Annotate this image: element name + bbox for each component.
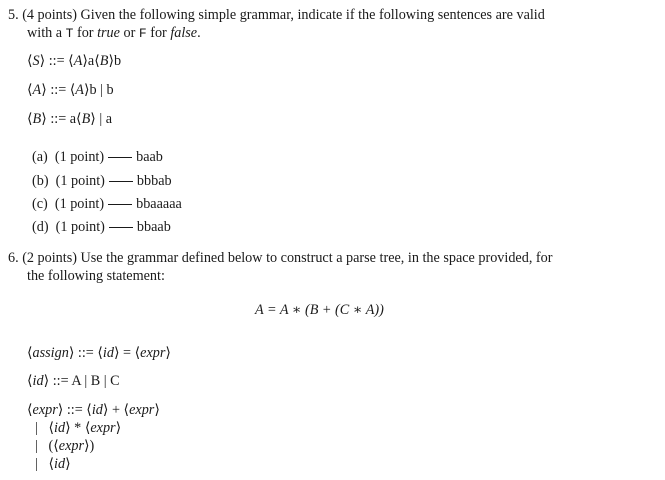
nonterminal: expr [90,420,116,436]
sub-item-b [32,173,172,190]
question-points: (2 points) [22,250,77,266]
alt-bar: | [35,456,38,472]
item-points: (1 point) [54,196,105,212]
grammar-rule-b: ⟨B⟩ ::= a⟨B⟩ | a [27,111,113,127]
grammar-alt-3: | (⟨expr⟩) [35,438,95,454]
nonterminal: expr [129,402,155,418]
item-sentence: bbaaaaa [136,196,182,212]
nonterminal: expr [32,402,58,418]
prompt-text: for [73,25,98,41]
rhs: ⟩a⟨ [82,53,100,69]
question-6-line-2: the following statement: [27,268,165,284]
rhs: ⟨ [68,53,74,69]
false-letter: F [138,26,147,41]
sub-item-a [32,149,163,166]
rhs: ⟩b [108,53,122,69]
item-sentence: bbbab [136,173,172,189]
nonterminal: id [32,373,44,389]
nonterminal: expr [140,345,166,361]
equals-sign: = [119,345,135,361]
rhs: a⟨ [69,111,82,127]
item-sentence: baab [136,149,163,165]
alt-bar: | [35,438,38,454]
definition-operator: ::= [63,402,87,418]
grammar-rule-a: ⟨A⟩ ::= ⟨A⟩b | b [27,82,114,98]
answer-blank[interactable] [109,181,133,182]
prompt-text: for [146,25,171,41]
answer-blank[interactable] [108,157,132,158]
paren: ( [48,438,54,454]
grammar-rule-s: ⟨S⟩ ::= ⟨A⟩a⟨B⟩b [27,53,122,69]
nonterminal: assign [32,345,69,361]
statement-equation: A = A ∗ (B + (C ∗ A)) [255,302,384,318]
question-number: 6. [8,250,19,266]
question-prompt: Use the grammar defined below to construct a parse tree, in the space provided, for [80,250,553,266]
nonterminal: B [99,53,109,69]
nonterminal: id [54,456,66,472]
nonterminal: B [81,111,91,127]
nonterminal: id [91,402,103,418]
answer-blank[interactable] [109,227,133,228]
item-sentence: bbaab [136,219,171,235]
operator: + [108,402,124,418]
sub-item-d [32,219,171,236]
nonterminal: A [75,82,84,98]
item-label: (c) [32,196,48,212]
false-word: false [170,25,198,41]
prompt-text: or [119,25,139,41]
nonterminal: B [32,111,42,127]
question-6-line-1 [8,250,552,267]
nonterminal: A [73,53,83,69]
true-word: true [97,25,120,41]
paren: ) [89,438,95,454]
rhs: A | B | C [71,373,120,389]
alt-bar: | [35,420,38,436]
nonterminal: A [32,82,42,98]
item-label: (b) [32,173,49,189]
definition-operator: ::= [74,345,98,361]
item-points: (1 point) [55,173,105,189]
grammar-alt-2: | ⟨id⟩ * ⟨expr⟩ [35,420,122,436]
prompt-text: with a [27,25,66,41]
grammar-alt-4: | ⟨id⟩ [35,456,71,472]
question-5-line-1 [8,7,545,24]
definition-operator: ::= [45,53,69,69]
nonterminal: expr [58,438,84,454]
grammar-rule-id: ⟨id⟩ ::= A | B | C [27,373,120,389]
definition-operator: ::= [49,373,72,389]
rhs: ⟩ | a [90,111,113,127]
rhs: ⟩b | b [83,82,114,98]
grammar-rule-expr: ⟨expr⟩ ::= ⟨id⟩ + ⟨expr⟩ [27,402,160,418]
true-letter: T [65,26,74,41]
rhs: ⟨ [69,82,76,98]
prompt-text: . [197,25,201,41]
nonterminal: id [54,420,66,436]
item-label: (a) [32,149,48,165]
definition-operator: ::= [46,82,70,98]
definition-operator: ::= [46,111,70,127]
item-points: (1 point) [54,149,105,165]
nonterminal: id [102,345,114,361]
answer-blank[interactable] [108,204,132,205]
item-label: (d) [32,219,49,235]
question-number: 5. [8,7,19,23]
operator: * [70,420,85,436]
question-points: (4 points) [22,7,77,23]
grammar-rule-assign: ⟨assign⟩ ::= ⟨id⟩ = ⟨expr⟩ [27,345,171,361]
question-5-line-2 [27,25,201,42]
nonterminal: S [32,53,40,69]
item-points: (1 point) [55,219,105,235]
question-prompt: Given the following simple grammar, indicate if the following sentences are valid [80,7,545,23]
sub-item-c [32,196,182,213]
